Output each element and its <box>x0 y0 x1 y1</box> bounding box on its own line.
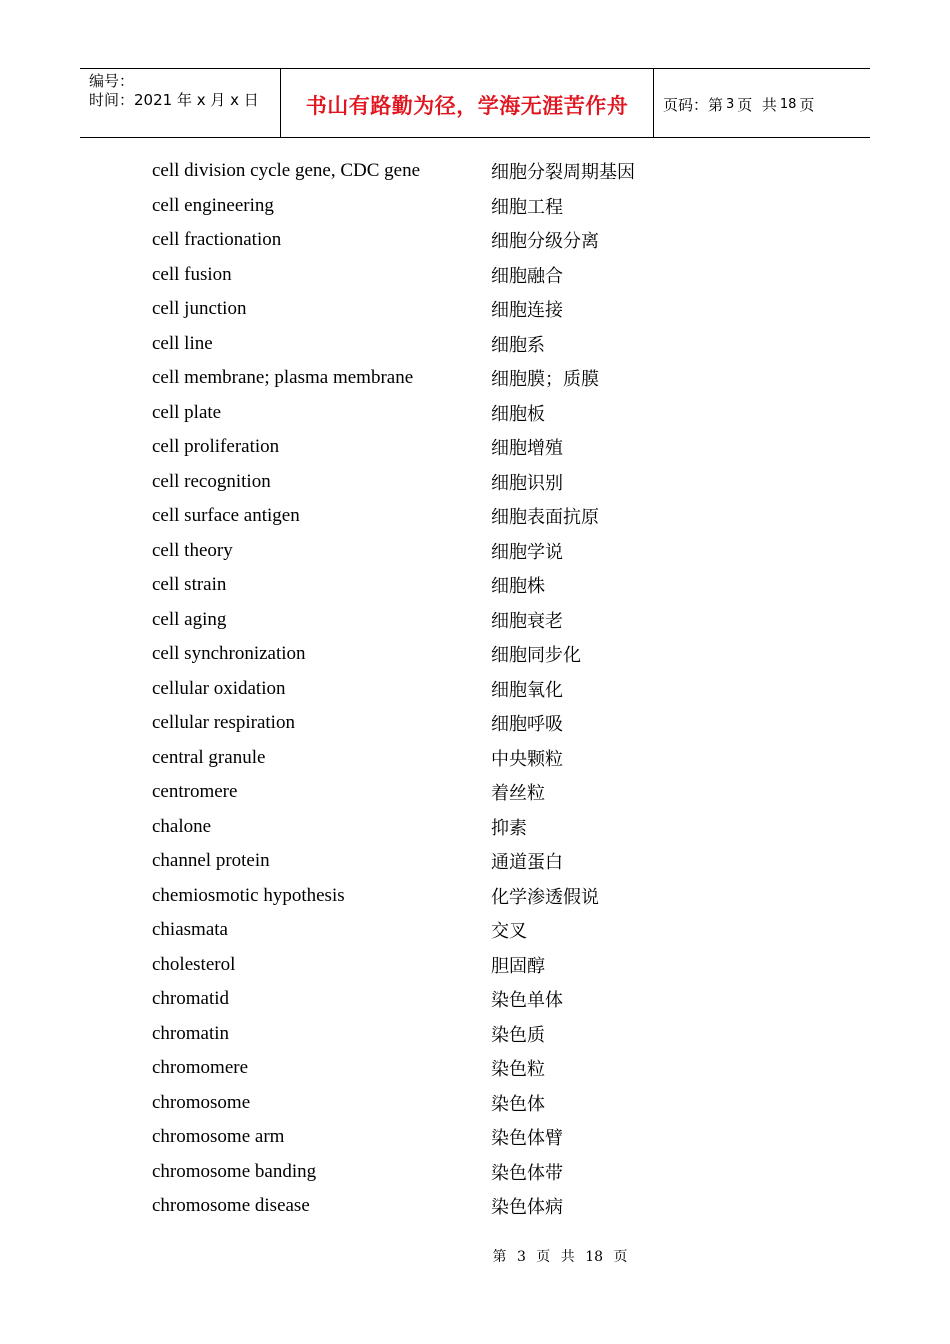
glossary-row <box>152 1051 712 1086</box>
term-english: chromosome <box>152 1091 251 1113</box>
page-total: 18 <box>779 96 797 112</box>
term-chinese: 染色体带 <box>491 1162 563 1184</box>
term-english: cell strain <box>152 574 227 596</box>
term-english: cellular respiration <box>152 712 295 734</box>
term-chinese: 通道蛋白 <box>491 852 563 874</box>
glossary-list <box>152 154 712 1224</box>
term-chinese: 染色体病 <box>491 1197 563 1219</box>
glossary-row <box>152 223 712 258</box>
term-english: chiasmata <box>152 919 228 941</box>
term-english: cell plate <box>152 401 222 423</box>
term-english: cell membrane; plasma membrane <box>152 367 414 389</box>
term-english: chromosome arm <box>152 1126 285 1148</box>
page-mid: 页 共 <box>737 95 777 114</box>
glossary-row <box>152 499 712 534</box>
term-chinese: 细胞同步化 <box>491 645 581 667</box>
term-chinese: 细胞表面抗原 <box>491 507 599 529</box>
term-english: cell synchronization <box>152 643 306 665</box>
glossary-row <box>152 396 712 431</box>
term-english: chromosome banding <box>152 1160 317 1182</box>
term-english: central granule <box>152 746 266 768</box>
header-motto: 书山有路勤为径，学海无涯苦作舟 <box>281 69 654 137</box>
term-chinese: 细胞系 <box>491 334 545 356</box>
glossary-row <box>152 879 712 914</box>
term-english: cholesterol <box>152 953 236 975</box>
term-chinese: 着丝粒 <box>491 783 545 805</box>
glossary-row <box>152 603 712 638</box>
term-english: centromere <box>152 781 238 803</box>
term-english: chromomere <box>152 1057 249 1079</box>
glossary-row <box>152 810 712 845</box>
term-english: cell aging <box>152 608 227 630</box>
term-chinese: 细胞衰老 <box>491 610 563 632</box>
term-english: cellular oxidation <box>152 677 286 699</box>
term-chinese: 细胞氧化 <box>491 679 563 701</box>
term-chinese: 细胞工程 <box>491 196 563 218</box>
term-chinese: 细胞连接 <box>491 300 563 322</box>
term-english: cell line <box>152 332 213 354</box>
glossary-row <box>152 1155 712 1190</box>
term-english: cell proliferation <box>152 436 280 458</box>
term-english: chromatid <box>152 988 230 1010</box>
number-label: 编号： <box>89 72 135 90</box>
header-page-info <box>654 69 870 137</box>
term-chinese: 细胞膜；质膜 <box>491 369 599 391</box>
term-chinese: 染色粒 <box>491 1059 545 1081</box>
term-chinese: 染色体臂 <box>491 1128 563 1150</box>
term-chinese: 细胞板 <box>491 403 545 425</box>
term-chinese: 细胞学说 <box>491 541 563 563</box>
glossary-row <box>152 1017 712 1052</box>
header-meta <box>80 69 281 137</box>
term-english: chromatin <box>152 1022 230 1044</box>
term-chinese: 细胞分级分离 <box>491 231 599 253</box>
glossary-row <box>152 1086 712 1121</box>
page-suffix: 页 <box>799 95 815 114</box>
glossary-row <box>152 1189 712 1224</box>
page-header <box>80 68 870 138</box>
glossary-row <box>152 672 712 707</box>
term-chinese: 胆固醇 <box>491 955 545 977</box>
term-chinese: 细胞分裂周期基因 <box>491 162 635 184</box>
term-english: cell surface antigen <box>152 505 300 527</box>
glossary-row <box>152 154 712 189</box>
glossary-row <box>152 913 712 948</box>
glossary-row <box>152 327 712 362</box>
glossary-row <box>152 465 712 500</box>
term-english: cell theory <box>152 539 233 561</box>
term-english: cell fractionation <box>152 229 282 251</box>
term-english: cell engineering <box>152 194 274 216</box>
glossary-row <box>152 982 712 1017</box>
term-chinese: 交叉 <box>491 921 527 943</box>
term-english: cell division cycle gene, CDC gene <box>152 160 421 182</box>
term-chinese: 细胞识别 <box>491 472 563 494</box>
glossary-row <box>152 258 712 293</box>
term-english: cell fusion <box>152 263 232 285</box>
glossary-row <box>152 430 712 465</box>
glossary-row <box>152 361 712 396</box>
term-chinese: 细胞株 <box>491 576 545 598</box>
term-english: chalone <box>152 815 212 837</box>
time-label: 时间：2021 年 x 月 x 日 <box>89 91 259 109</box>
glossary-row <box>152 637 712 672</box>
term-chinese: 细胞增殖 <box>491 438 563 460</box>
glossary-row <box>152 189 712 224</box>
term-chinese: 染色质 <box>491 1024 545 1046</box>
glossary-row <box>152 948 712 983</box>
glossary-row <box>152 706 712 741</box>
term-english: chromosome disease <box>152 1195 310 1217</box>
term-english: cell junction <box>152 298 247 320</box>
term-chinese: 抑素 <box>491 817 527 839</box>
glossary-row <box>152 1120 712 1155</box>
glossary-row <box>152 775 712 810</box>
term-english: channel protein <box>152 850 270 872</box>
glossary-row <box>152 534 712 569</box>
page-number: 3 <box>726 96 735 112</box>
page-prefix: 页码：第 <box>663 95 724 114</box>
term-chinese: 细胞融合 <box>491 265 563 287</box>
term-chinese: 染色体 <box>491 1093 545 1115</box>
glossary-row <box>152 568 712 603</box>
term-chinese: 染色单体 <box>491 990 563 1012</box>
term-chinese: 细胞呼吸 <box>491 714 563 736</box>
term-chinese: 中央颗粒 <box>491 748 563 770</box>
glossary-row <box>152 741 712 776</box>
term-english: chemiosmotic hypothesis <box>152 884 345 906</box>
page-footer: 第 3 页 共 18 页 <box>492 1249 628 1265</box>
glossary-row <box>152 844 712 879</box>
glossary-row <box>152 292 712 327</box>
term-chinese: 化学渗透假说 <box>491 886 599 908</box>
term-english: cell recognition <box>152 470 271 492</box>
